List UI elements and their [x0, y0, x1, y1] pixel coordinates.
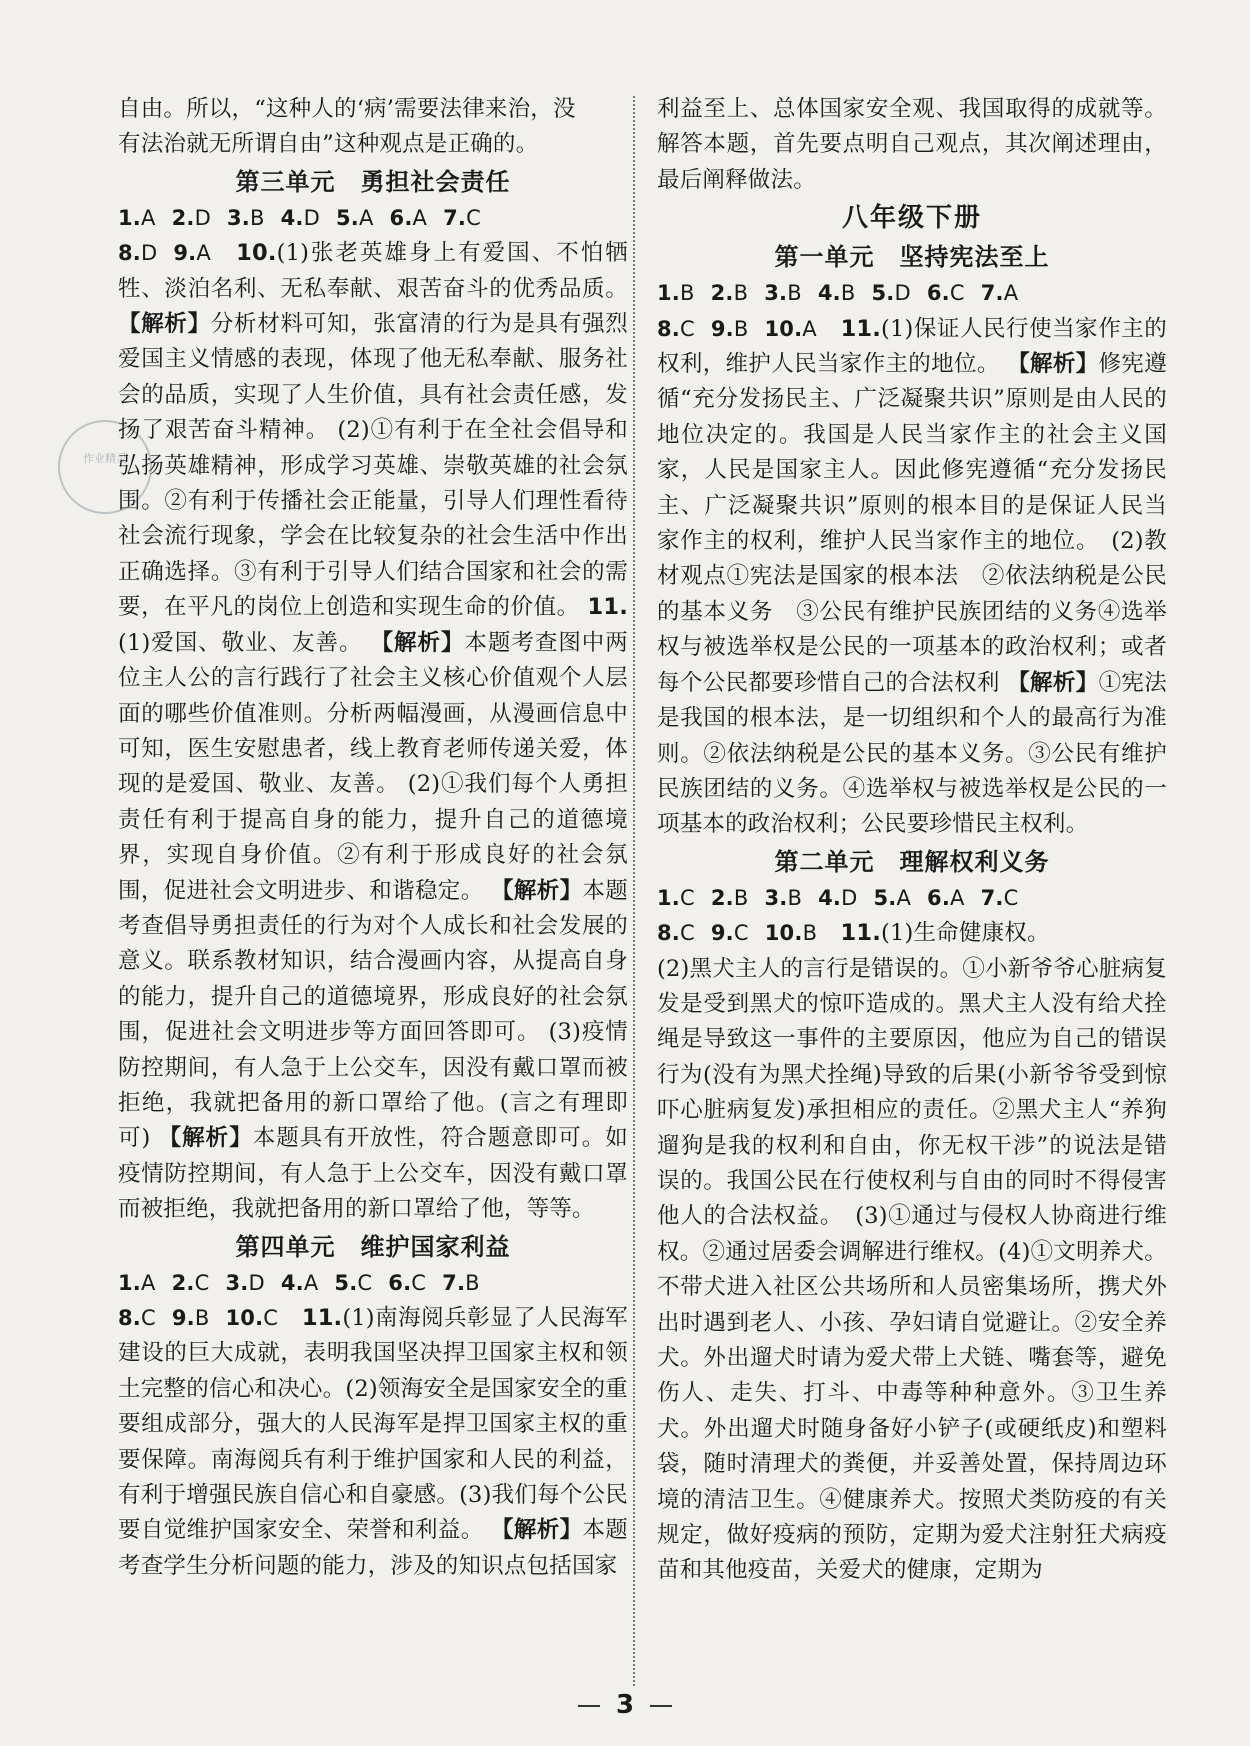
unit1-q11: [657, 312, 1167, 843]
unit1-answers-row2: [657, 317, 833, 341]
answer-number: 6.: [927, 885, 951, 910]
answer-number: 6.: [926, 281, 950, 306]
answer-letter: A: [141, 205, 156, 230]
answer-letter: C: [411, 1270, 427, 1295]
q11-number: 11.: [587, 594, 628, 621]
column-divider: [633, 96, 635, 1686]
stamp-mark: 作业精灵: [58, 420, 152, 514]
answer-number: 2.: [171, 1270, 195, 1295]
answer-letter: A: [196, 241, 211, 266]
analysis-text: 本题考查图中两位主人公的言行践行了社会主义核心价值观个人层面的哪些价值准则。分析两幅漫画，从漫画信息中可知，医生安慰患者，线上教育老师传递关爱，体现的是爱国、敬业、友善。: [118, 629, 628, 798]
answer-letter: C: [680, 316, 695, 341]
answer-number: 9.: [171, 1306, 195, 1330]
unit2-title: 第二单元 理解权利义务: [774, 847, 1050, 876]
unit2-q11: [657, 916, 1167, 1589]
answer-letter: C: [680, 921, 695, 946]
answer-number: 5.: [334, 1270, 358, 1295]
analysis-text: 分析材料可知，张富清的行为是具有强烈爱国主义情感的表现，体现了他无私奉献、服务社会的品质，实现了人生价值，具有社会责任感，发扬了艰苦奋斗精神。: [118, 311, 628, 444]
answer-number: 7.: [980, 281, 1004, 306]
answer-number: 1.: [118, 205, 141, 230]
analysis-text: 本题考查学生分析问题的能力，涉及的知识点包括国家: [118, 1517, 628, 1579]
q11-answer: (1)保证人民行使当家作主的权利，维护人民当家作主的地位。: [657, 315, 1167, 378]
q11-answer: (1)南海阅兵彰显了人民海军建设的巨大成就，表明我国坚决捍卫国家主权和领土完整的信心和决心。(2)领海安全是国家安全的重要组成部分，强大的人民海军是捍卫国家主权的重要保障。南海阅兵有利于维护国家和人民的利益，有利于增强民族自信心和自豪感。(3)我们每个公民要自觉维护国家安全、荣誉和利益。: [118, 1305, 628, 1544]
answer-number: 2.: [710, 885, 734, 910]
unit1-title: 第一单元 坚持宪法至上: [774, 243, 1050, 272]
q11-answer: (1)生命健康权。: [881, 920, 1050, 947]
answer-letter: B: [680, 281, 695, 306]
answer-letter: C: [263, 1306, 279, 1330]
analysis-label: 【解析】: [158, 1125, 253, 1152]
answer-number: 5.: [335, 205, 359, 230]
answer-number: 3.: [225, 1270, 249, 1295]
unit2-answers-row1: [657, 881, 1167, 916]
analysis-text: 修宪遵循“充分发扬民主、广泛凝聚共识”原则是由人民的地位决定的。我国是人民当家作主的社会主义国家，人民是国家主人。因此修宪遵循“充分发扬民主、广泛凝聚共识”原则的根本目的是保证人民当家作主的权利，维护人民当家作主的地位。 (2)教材观点①宪法是国家的根本法 ②依法纳税是公民的基本义务 ③公民有维护民族团结的义务④选举权与被选举权是公民的一项基本的政治权利；或者每个公民都要珍惜自己的合法权利: [657, 351, 1167, 696]
answer-letter: C: [357, 1270, 373, 1295]
analysis-label: 【解析】: [1007, 351, 1099, 378]
answer-number: 1.: [118, 1270, 141, 1295]
answer-letter: A: [141, 1270, 156, 1295]
answer-letter: A: [358, 205, 374, 230]
unit3-q10: [118, 236, 628, 1227]
answer-number: 4.: [280, 1270, 304, 1295]
answer-number: 7.: [980, 885, 1004, 910]
answer-letter: C: [1003, 885, 1019, 910]
answer-number: 8.: [118, 1306, 141, 1330]
unit2-answers-row2: [657, 921, 833, 945]
intro-text: 利益至上、总体国家安全观、我国取得的成就等。解答本题，首先要点明自己观点，其次阐述理由，最后阐释做法。: [657, 96, 1167, 193]
answer-letter: C: [680, 885, 695, 910]
q11-answer: (1)爱国、敬业、友善。: [118, 629, 363, 656]
answer-number: 10.: [225, 1306, 264, 1330]
answer-letter: C: [466, 205, 481, 230]
unit4-title: 第四单元 维护国家利益: [235, 1232, 511, 1261]
q10-number: 10.: [236, 240, 277, 267]
unit4-answers-row2: [118, 1306, 294, 1330]
answer-letter: D: [194, 205, 211, 230]
answer-letter: A: [412, 205, 428, 230]
unit3-title: 第三单元 勇担社会责任: [235, 167, 511, 196]
answer-number: 9.: [710, 316, 734, 341]
answer-number: 6.: [389, 205, 413, 230]
analysis-label: 【解析】: [491, 1517, 583, 1544]
answer-number: 5.: [871, 281, 895, 306]
analysis-text: 本题考查倡导勇担责任的行为对个人成长和社会发展的意义。联系教材知识，结合漫画内容，从提高自身的能力，提升自己的道德境界，形成良好的社会氛围，促进社会文明进步等方面回答即可。: [118, 877, 628, 1046]
answer-letter: B: [249, 205, 265, 230]
unit3-answers-row1: [118, 201, 628, 236]
analysis-label: 【解析】: [118, 311, 211, 338]
q10-answer: (1)张老英雄身上有爱国、不怕牺牲、淡泊名利、无私奉献、艰苦奋斗的优秀品质。: [118, 240, 628, 302]
unit4-q11: [118, 1301, 628, 1584]
answer-number: 2.: [710, 281, 734, 306]
intro-line: 有法治就无所谓自由”这种观点是正确的。: [118, 131, 539, 158]
answer-letter: A: [950, 885, 965, 910]
answer-number: 6.: [388, 1270, 412, 1295]
answer-number: 7.: [443, 205, 467, 230]
answer-number: 8.: [657, 921, 680, 946]
answer-number: 4.: [818, 885, 842, 910]
intro-line: 自由。所以，“这种人的‘病’需要法律来治，没: [118, 96, 576, 122]
answer-number: 1.: [657, 885, 680, 910]
answer-letter: D: [141, 241, 158, 266]
answer-number: 3.: [226, 205, 250, 230]
answer-number: 10.: [764, 316, 803, 341]
answer-number: 9.: [710, 921, 734, 946]
page-number-value: 3: [615, 1690, 635, 1720]
q11-number: 11.: [840, 315, 882, 342]
unit3-answers-row2: [118, 241, 227, 265]
page-dash-right: [650, 1705, 672, 1707]
left-column: [118, 92, 628, 1584]
q11-number: 11.: [301, 1305, 343, 1331]
answer-letter: D: [894, 281, 911, 306]
answer-letter: A: [802, 316, 817, 341]
answer-number: 3.: [764, 281, 788, 306]
answer-letter: B: [787, 885, 803, 910]
unit1-answers-row1: [657, 276, 1167, 311]
grade-title: 八年级下册: [841, 203, 982, 234]
q11-part3: (3)疫情防控期间，有人急于上公交车，因没有戴口罩而被拒绝，我就把备用的新口罩给了他。(言之有理即可): [118, 1019, 628, 1152]
answer-number: 4.: [280, 205, 304, 230]
answer-letter: A: [1003, 281, 1019, 306]
unit2-body: (2)黑犬主人的言行是错误的。①小新爷爷心脏病复发是受到黑犬的惊吓造成的。黑犬主人没有给犬拴绳是导致这一事件的主要原因，他应为自己的错误行为(没有为黑犬拴绳)导致的后果(小新爷爷受到惊吓心脏病复发)承担相应的责任。②黑犬主人“养狗遛狗是我的权利和自由，你无权干涉”的说法是错误的。我国公民在行使权利与自由的同时不得侵害他人的合法权益。 (3)①通过与侵权人协商进行维权。②通过居委会调解进行维权。(4)①文明养犬。不带犬进入社区公共场所和人员密集场所，携犬外出时遇到老人、小孩、孕妇请自觉避让。②安全养犬。外出遛犬时请为爱犬带上犬链、嘴套等，避免伤人、走失、打斗、中毒等种种意外。③卫生养犬。外出遛犬时随身备好小铲子(或硬纸皮)和塑料袋，随时清理犬的粪便，并妥善处置，保持周边环境的清洁卫生。④健康养犬。按照犬类防疫的有关规定，做好疫病的预防，定期为爱犬注射狂犬病疫苗和其他疫苗，关爱犬的健康，定期为: [657, 955, 1167, 1584]
answer-number: 10.: [764, 921, 803, 946]
answer-number: 2.: [171, 205, 195, 230]
answer-letter: B: [840, 281, 856, 306]
answer-letter: D: [841, 885, 858, 910]
page-number: [0, 1690, 1250, 1720]
analysis-text: ①宪法是我国的根本法，是一切组织和个人的最高行为准则。②依法纳税是公民的基本义务。③公民有维护民族团结的义务。④选举权与被选举权是公民的一项基本的政治权利；公民要珍惜民主权利。: [657, 669, 1167, 838]
answer-number: 8.: [118, 241, 141, 266]
answer-number: 4.: [817, 281, 841, 306]
answer-letter: B: [733, 281, 749, 306]
answer-number: 7.: [442, 1270, 466, 1295]
unit4-answers-row1: [118, 1266, 628, 1301]
answer-letter: B: [465, 1270, 480, 1295]
answer-number: 5.: [873, 885, 897, 910]
answer-letter: D: [303, 205, 320, 230]
analysis-label: 【解析】: [370, 629, 465, 656]
answer-letter: D: [248, 1270, 265, 1295]
answer-letter: A: [896, 885, 912, 910]
q11-number: 11.: [840, 920, 881, 947]
page-dash-left: [578, 1705, 600, 1707]
answer-letter: B: [802, 921, 818, 946]
answer-letter: A: [303, 1270, 319, 1295]
q10-part2: (2)①有利于在全社会倡导和弘扬英雄精神，形成学习英雄、崇敬英雄的社会氛围。②有利于传播社会正能量，引导人们理性看待社会流行现象，学会在比较复杂的社会生活中作出正确选择。③有利于引导人们结合国家和社会的需要，在平凡的岗位上创造和实现生命的价值。: [118, 417, 628, 621]
answer-letter: C: [141, 1306, 156, 1330]
answer-letter: B: [194, 1306, 210, 1330]
answer-letter: B: [733, 885, 749, 910]
answer-number: 3.: [764, 885, 788, 910]
answer-letter: C: [733, 921, 749, 946]
right-column: [657, 92, 1167, 1589]
answer-number: 8.: [657, 316, 680, 341]
answer-number: 9.: [173, 241, 197, 266]
analysis-label: 【解析】: [1007, 669, 1099, 696]
answer-number: 1.: [657, 281, 680, 306]
answer-letter: C: [194, 1270, 210, 1295]
q11-part2: (2)①我们每个人勇担责任有利于提高自身的能力，提升自己的道德境界，实现自身价值。②有利于形成良好的社会氛围，促进社会文明进步、和谐稳定。: [118, 771, 628, 904]
answer-letter: B: [733, 316, 749, 341]
analysis-text: 本题具有开放性，符合题意即可。如疫情防控期间，有人急于上公交车，因没有戴口罩而被拒绝，我就把备用的新口罩给了他，等等。: [118, 1125, 629, 1223]
analysis-label: 【解析】: [491, 877, 583, 904]
answer-letter: B: [787, 281, 802, 306]
answer-letter: C: [949, 281, 965, 306]
